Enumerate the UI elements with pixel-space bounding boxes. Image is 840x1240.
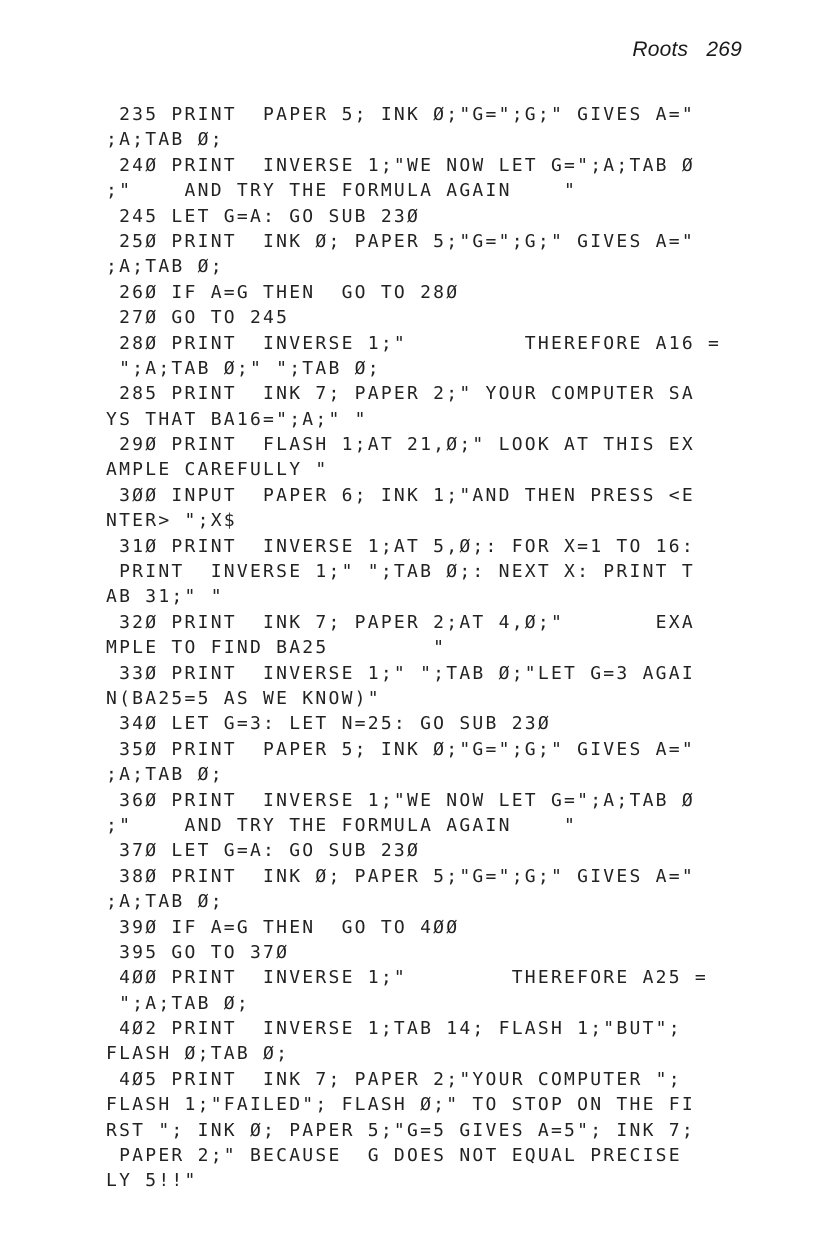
page-number: 269 (706, 38, 742, 61)
code-line: PRINT INVERSE 1;" ";TAB Ø;: NEXT X: PRINT T (106, 561, 695, 583)
section-title: Roots (632, 38, 689, 61)
code-line: 285 PRINT INK 7; PAPER 2;" YOUR COMPUTER SA (106, 383, 695, 405)
code-line: 33Ø PRINT INVERSE 1;" ";TAB Ø;"LET G=3 AGAI (106, 662, 695, 684)
code-line: 245 LET G=A: GO SUB 23Ø (106, 205, 421, 227)
code-line: 36Ø PRINT INVERSE 1;"WE NOW LET G=";A;TAB Ø (106, 789, 695, 811)
code-line: ";A;TAB Ø;" ";TAB Ø; (106, 357, 381, 379)
code-line: 26Ø IF A=G THEN GO TO 28Ø (106, 281, 460, 303)
code-line: ;A;TAB Ø; (106, 764, 224, 786)
code-line: 29Ø PRINT FLASH 1;AT 21,Ø;" LOOK AT THIS EX (106, 434, 695, 456)
code-line: 27Ø GO TO 245 (106, 307, 290, 329)
code-line: NTER> ";X$ (106, 510, 237, 532)
code-line: 4Ø5 PRINT INK 7; PAPER 2;"YOUR COMPUTER "; (106, 1068, 682, 1090)
code-line: 39Ø IF A=G THEN GO TO 4ØØ (106, 916, 460, 938)
code-line: ;A;TAB Ø; (106, 891, 224, 913)
code-line: MPLE TO FIND BA25 " (106, 637, 447, 659)
code-line: 35Ø PRINT PAPER 5; INK Ø;"G=";G;" GIVES A=" (106, 738, 695, 760)
code-line: 235 PRINT PAPER 5; INK Ø;"G=";G;" GIVES A=" (106, 104, 695, 125)
code-line: 32Ø PRINT INK 7; PAPER 2;AT 4,Ø;" EXA (106, 611, 695, 633)
code-line: 31Ø PRINT INVERSE 1;AT 5,Ø;: FOR X=1 TO 16: (106, 535, 695, 557)
code-line: ;A;TAB Ø; (106, 129, 224, 151)
code-line: YS THAT BA16=";A;" " (106, 408, 368, 430)
basic-program-listing (106, 102, 796, 1194)
code-line: 395 GO TO 37Ø (106, 941, 290, 963)
code-line: 38Ø PRINT INK Ø; PAPER 5;"G=";G;" GIVES A=" (106, 865, 695, 887)
code-line: 3ØØ INPUT PAPER 6; INK 1;"AND THEN PRESS <E (106, 484, 695, 506)
code-line: LY 5!!" (106, 1170, 198, 1192)
code-line: N(BA25=5 AS WE KNOW)" (106, 687, 381, 709)
code-line: FLASH Ø;TAB Ø; (106, 1043, 290, 1065)
code-line: FLASH 1;"FAILED"; FLASH Ø;" TO STOP ON THE FI (106, 1094, 695, 1116)
code-line: ";A;TAB Ø; (106, 992, 250, 1014)
code-line: ;" AND TRY THE FORMULA AGAIN " (106, 814, 578, 836)
code-line: RST "; INK Ø; PAPER 5;"G=5 GIVES A=5"; INK 7; (106, 1119, 695, 1141)
code-line: 4Ø2 PRINT INVERSE 1;TAB 14; FLASH 1;"BUT"; (106, 1018, 682, 1040)
code-line: 28Ø PRINT INVERSE 1;" THEREFORE A16 = (106, 332, 722, 354)
code-line: PAPER 2;" BECAUSE G DOES NOT EQUAL PRECISE (106, 1145, 682, 1167)
code-line: ;" AND TRY THE FORMULA AGAIN " (106, 180, 578, 202)
code-line: AB 31;" " (106, 586, 224, 608)
code-line: 25Ø PRINT INK Ø; PAPER 5;"G=";G;" GIVES A=" (106, 230, 695, 252)
code-line: 34Ø LET G=3: LET N=25: GO SUB 23Ø (106, 713, 551, 735)
code-line: 4ØØ PRINT INVERSE 1;" THEREFORE A25 = (106, 967, 708, 989)
code-line: 24Ø PRINT INVERSE 1;"WE NOW LET G=";A;TAB Ø (106, 154, 695, 176)
code-line: ;A;TAB Ø; (106, 256, 224, 278)
code-line: AMPLE CAREFULLY " (106, 459, 329, 481)
code-line: 37Ø LET G=A: GO SUB 23Ø (106, 840, 421, 862)
running-head (632, 38, 742, 62)
